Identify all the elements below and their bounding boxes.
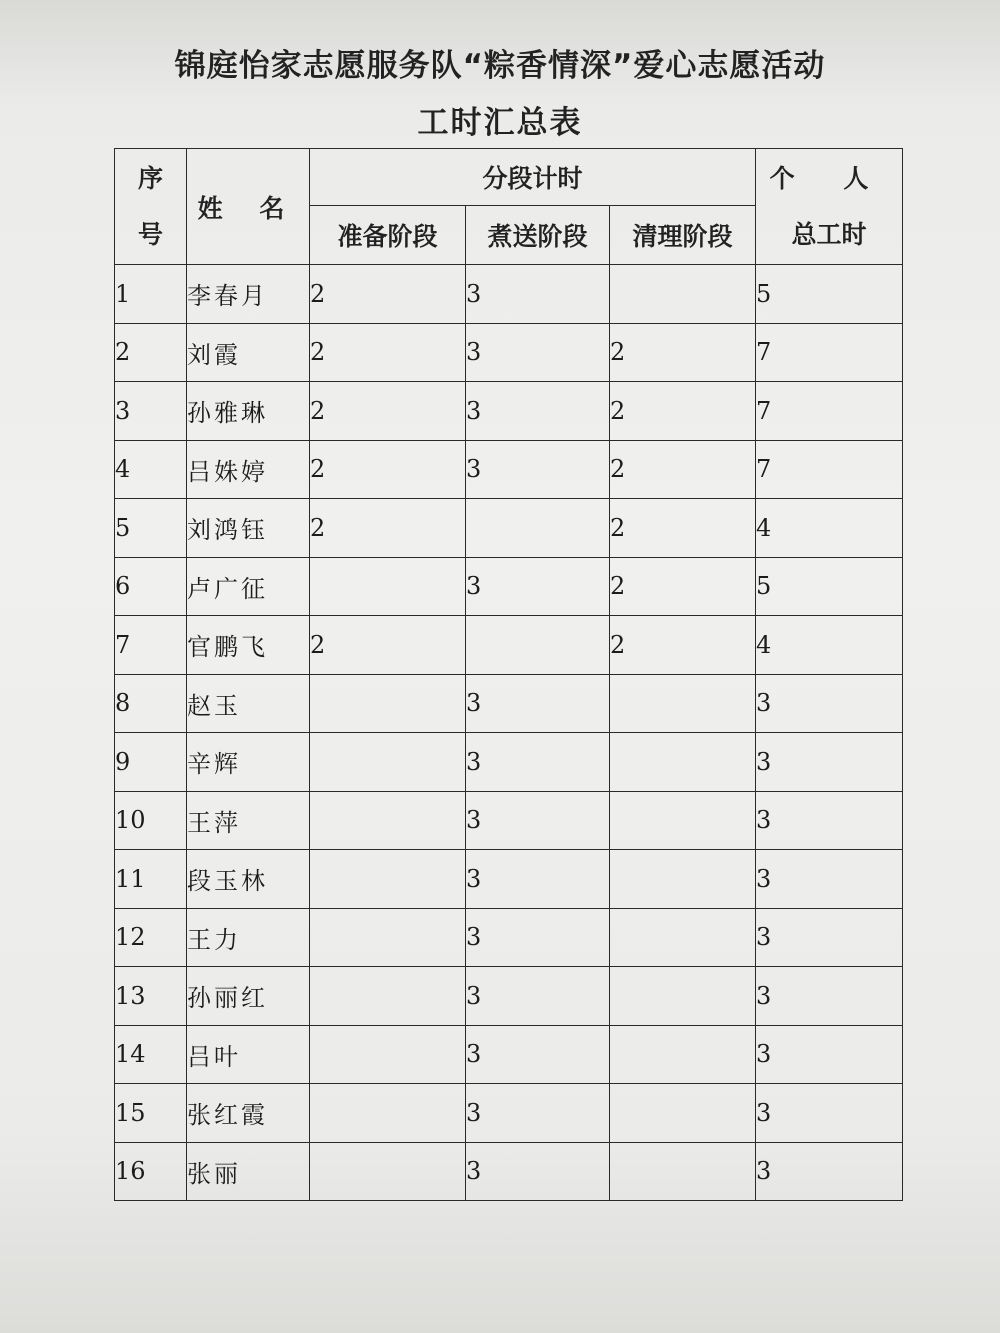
cell-cleanup-hours [610, 265, 756, 324]
cell-prep-hours: 2 [310, 499, 466, 558]
cell-name: 段玉林 [187, 850, 310, 909]
cell-seq: 3 [115, 382, 187, 441]
cell-name: 吕姝婷 [187, 440, 310, 499]
cell-total-hours: 4 [756, 616, 903, 675]
header-personal-total: 个 人 总工时 [756, 149, 903, 265]
cell-total-hours: 3 [756, 967, 903, 1026]
cell-total-hours: 5 [756, 265, 903, 324]
cell-seq: 1 [115, 265, 187, 324]
cell-cleanup-hours: 2 [610, 557, 756, 616]
cell-cleanup-hours [610, 791, 756, 850]
cell-seq: 11 [115, 850, 187, 909]
table-row [115, 1025, 903, 1084]
cell-name: 卢广征 [187, 557, 310, 616]
cell-cleanup-hours [610, 850, 756, 909]
table-row [115, 791, 903, 850]
cell-prep-hours [310, 674, 466, 733]
table-row [115, 440, 903, 499]
cell-prep-hours: 2 [310, 440, 466, 499]
cell-cook-deliver-hours: 3 [466, 791, 610, 850]
document-subtitle: 工时汇总表 [417, 105, 583, 141]
cell-cleanup-hours [610, 1084, 756, 1143]
cell-cook-deliver-hours: 3 [466, 1084, 610, 1143]
cell-seq: 2 [115, 323, 187, 382]
cell-prep-hours [310, 1142, 466, 1201]
table-row [115, 674, 903, 733]
table-row [115, 1142, 903, 1201]
cell-cook-deliver-hours [466, 499, 610, 558]
cell-cleanup-hours [610, 1142, 756, 1201]
cell-prep-hours [310, 908, 466, 967]
cell-cook-deliver-hours: 3 [466, 265, 610, 324]
cell-cook-deliver-hours: 3 [466, 908, 610, 967]
cell-cook-deliver-hours [466, 616, 610, 675]
table-row [115, 557, 903, 616]
cell-name: 孙雅琳 [187, 382, 310, 441]
cell-seq: 8 [115, 674, 187, 733]
table-row [115, 616, 903, 675]
cell-prep-hours: 2 [310, 265, 466, 324]
cell-seq: 5 [115, 499, 187, 558]
cell-cook-deliver-hours: 3 [466, 1025, 610, 1084]
cell-seq: 12 [115, 908, 187, 967]
header-cook-deliver-stage: 煮送阶段 [466, 206, 610, 265]
cell-seq: 15 [115, 1084, 187, 1143]
cell-total-hours: 7 [756, 323, 903, 382]
cell-cook-deliver-hours: 3 [466, 1142, 610, 1201]
cell-name: 刘霞 [187, 323, 310, 382]
table-row [115, 323, 903, 382]
cell-cleanup-hours: 2 [610, 382, 756, 441]
header-prep-stage: 准备阶段 [310, 206, 466, 265]
cell-seq: 6 [115, 557, 187, 616]
cell-seq: 14 [115, 1025, 187, 1084]
header-seq: 序 号 [115, 149, 187, 265]
cell-cook-deliver-hours: 3 [466, 967, 610, 1026]
cell-prep-hours [310, 733, 466, 792]
cell-total-hours: 3 [756, 1084, 903, 1143]
cell-total-hours: 5 [756, 557, 903, 616]
cell-prep-hours [310, 1025, 466, 1084]
cell-cook-deliver-hours: 3 [466, 557, 610, 616]
header-name: 姓 名 [187, 149, 310, 265]
cell-prep-hours [310, 557, 466, 616]
cell-cook-deliver-hours: 3 [466, 323, 610, 382]
cell-name: 辛辉 [187, 733, 310, 792]
cell-total-hours: 3 [756, 733, 903, 792]
cell-cook-deliver-hours: 3 [466, 850, 610, 909]
cell-prep-hours: 2 [310, 616, 466, 675]
table-row [115, 499, 903, 558]
table-row [115, 265, 903, 324]
cell-name: 张丽 [187, 1142, 310, 1201]
cell-cleanup-hours: 2 [610, 499, 756, 558]
cell-name: 李春月 [187, 265, 310, 324]
cell-seq: 16 [115, 1142, 187, 1201]
cell-name: 王萍 [187, 791, 310, 850]
cell-total-hours: 3 [756, 1025, 903, 1084]
header-segment-timing: 分段计时 [310, 149, 756, 206]
cell-total-hours: 3 [756, 674, 903, 733]
cell-seq: 10 [115, 791, 187, 850]
cell-prep-hours [310, 850, 466, 909]
table-body [115, 265, 903, 1201]
cell-prep-hours: 2 [310, 382, 466, 441]
cell-cleanup-hours [610, 1025, 756, 1084]
cell-prep-hours: 2 [310, 323, 466, 382]
cell-prep-hours [310, 791, 466, 850]
table-row [115, 733, 903, 792]
cell-cleanup-hours [610, 908, 756, 967]
header-cleanup-stage: 清理阶段 [610, 206, 756, 265]
cell-seq: 9 [115, 733, 187, 792]
cell-total-hours: 7 [756, 440, 903, 499]
cell-name: 刘鸿钰 [187, 499, 310, 558]
cell-cleanup-hours [610, 967, 756, 1026]
cell-name: 孙丽红 [187, 967, 310, 1026]
table-row [115, 850, 903, 909]
cell-cook-deliver-hours: 3 [466, 440, 610, 499]
cell-total-hours: 3 [756, 908, 903, 967]
cell-total-hours: 3 [756, 791, 903, 850]
cell-seq: 7 [115, 616, 187, 675]
cell-cook-deliver-hours: 3 [466, 674, 610, 733]
table-header [115, 149, 903, 265]
document-title: 锦庭怡家志愿服务队“粽香情深”爱心志愿活动 [174, 48, 826, 84]
cell-cleanup-hours: 2 [610, 440, 756, 499]
cell-seq: 13 [115, 967, 187, 1026]
cell-name: 吕叶 [187, 1025, 310, 1084]
table-row [115, 967, 903, 1026]
cell-total-hours: 7 [756, 382, 903, 441]
cell-name: 张红霞 [187, 1084, 310, 1143]
cell-seq: 4 [115, 440, 187, 499]
cell-name: 官鹏飞 [187, 616, 310, 675]
cell-cook-deliver-hours: 3 [466, 382, 610, 441]
cell-cleanup-hours: 2 [610, 323, 756, 382]
cell-cleanup-hours: 2 [610, 616, 756, 675]
table-row [115, 382, 903, 441]
table-row [115, 1084, 903, 1143]
cell-total-hours: 3 [756, 1142, 903, 1201]
cell-total-hours: 3 [756, 850, 903, 909]
cell-cleanup-hours [610, 733, 756, 792]
cell-name: 王力 [187, 908, 310, 967]
cell-name: 赵玉 [187, 674, 310, 733]
table-row [115, 908, 903, 967]
cell-prep-hours [310, 967, 466, 1026]
cell-cook-deliver-hours: 3 [466, 733, 610, 792]
cell-prep-hours [310, 1084, 466, 1143]
cell-cleanup-hours [610, 674, 756, 733]
work-hours-table [114, 148, 903, 1201]
cell-total-hours: 4 [756, 499, 903, 558]
